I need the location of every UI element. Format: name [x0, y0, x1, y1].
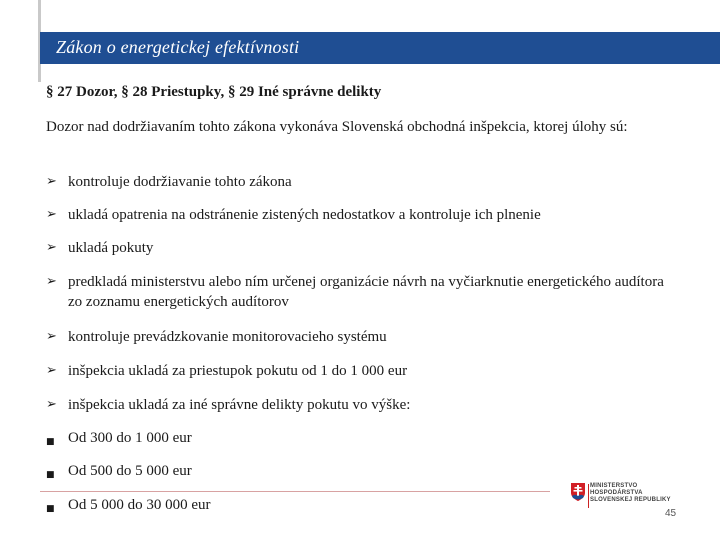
square-bullet-icon: ■: [46, 437, 55, 447]
bullet-item: [46, 205, 666, 225]
section-heading: § 27 Dozor, § 28 Priestupky, § 29 Iné správne delikty: [46, 84, 382, 100]
bullet-item: [46, 272, 666, 312]
intro-paragraph: Dozor nad dodržiavaním tohto zákona vykonáva Slovenská obchodná inšpekcia, ktorej úlohy sú:: [46, 119, 628, 135]
slide-title: Zákon o energetickej efektívnosti: [56, 37, 300, 57]
bullet-text: kontroluje prevádzkovanie monitorovacieho systému: [68, 329, 387, 345]
square-bullet-icon: ■: [46, 470, 55, 480]
bullet-text: ukladá pokuty: [68, 240, 154, 256]
bullet-text: inšpekcia ukladá za iné správne delikty pokutu vo výške:: [68, 397, 411, 413]
arrow-bullet-icon: ➢: [46, 397, 57, 412]
bullet-text: predkladá ministerstvu alebo ním určenej organizácie návrh na vyčiarknutie energetického audítora zo zoznamu energetických audítorov: [68, 274, 664, 310]
bullet-text: kontroluje dodržiavanie tohto zákona: [68, 174, 292, 190]
arrow-bullet-icon: ➢: [46, 329, 57, 344]
sub-bullet-item: [46, 428, 666, 448]
sub-bullet-text: Od 5 000 do 30 000 eur: [68, 497, 211, 513]
logo-line: HOSPODÁRSTVA: [590, 490, 643, 496]
bullet-item: [46, 327, 666, 347]
arrow-bullet-icon: ➢: [46, 363, 57, 378]
bullet-text: ukladá opatrenia na odstránenie zistených nedostatkov a kontroluje ich plnenie: [68, 207, 541, 223]
arrow-bullet-icon: ➢: [46, 240, 57, 255]
title-bar: [40, 32, 720, 64]
logo-line: SLOVENSKEJ REPUBLIKY: [590, 497, 671, 503]
bullet-item: [46, 395, 666, 415]
sub-bullet-item: [46, 461, 666, 481]
page-number: 45: [665, 508, 677, 519]
footer-divider: [40, 491, 550, 492]
arrow-bullet-icon: ➢: [46, 207, 57, 222]
sub-bullet-text: Od 500 do 5 000 eur: [68, 463, 192, 479]
bullet-item: [46, 238, 666, 258]
arrow-bullet-icon: ➢: [46, 174, 57, 189]
bullet-item: [46, 361, 666, 381]
sub-bullet-text: Od 300 do 1 000 eur: [68, 430, 192, 446]
arrow-bullet-icon: ➢: [46, 274, 57, 289]
bullet-item: [46, 172, 666, 192]
logo-divider: [588, 484, 589, 508]
ministry-logo: [570, 482, 700, 512]
slovak-coat-of-arms-icon: [570, 482, 586, 502]
logo-line: MINISTERSTVO: [590, 483, 638, 489]
bullet-text: inšpekcia ukladá za priestupok pokutu od 1 do 1 000 eur: [68, 363, 408, 379]
logo-wordmark: [590, 483, 671, 504]
square-bullet-icon: ■: [46, 504, 55, 514]
